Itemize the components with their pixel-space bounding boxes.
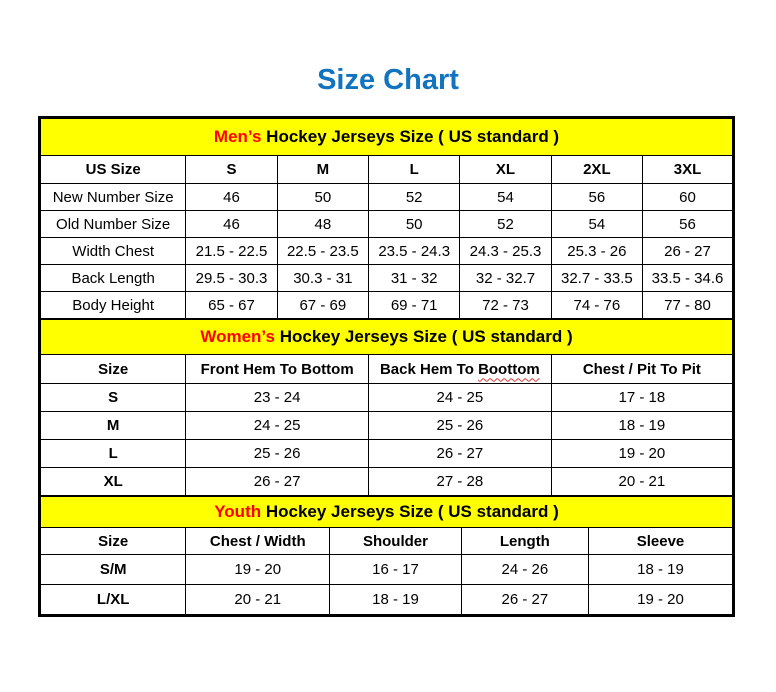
table-row xyxy=(41,184,733,211)
value-cell: 26 - 27 xyxy=(186,468,369,496)
table-row xyxy=(41,265,733,292)
value-cell: 21.5 - 22.5 xyxy=(186,238,277,265)
mens-size-table xyxy=(40,118,733,319)
value-cell: 20 - 21 xyxy=(186,585,330,615)
value-cell: 32.7 - 33.5 xyxy=(551,265,642,292)
column-header: US Size xyxy=(41,156,186,184)
youth-size-table xyxy=(40,496,733,615)
value-cell: 24 - 26 xyxy=(461,555,588,585)
value-cell: 26 - 27 xyxy=(643,238,733,265)
value-cell: 67 - 69 xyxy=(277,292,368,319)
value-cell: 19 - 20 xyxy=(186,555,330,585)
value-cell: 50 xyxy=(277,184,368,211)
table-row xyxy=(41,211,733,238)
value-cell: 65 - 67 xyxy=(186,292,277,319)
size-tables xyxy=(38,116,735,617)
womens-section-title-highlight: Women’s xyxy=(200,327,275,346)
column-header: Front Hem To Bottom xyxy=(186,355,369,384)
value-cell: 16 - 17 xyxy=(330,555,461,585)
mens-header-row xyxy=(41,156,733,184)
value-cell: 29.5 - 30.3 xyxy=(186,265,277,292)
value-cell: 19 - 20 xyxy=(551,440,732,468)
column-header: XL xyxy=(460,156,551,184)
value-cell: 56 xyxy=(643,211,733,238)
value-cell: 46 xyxy=(186,211,277,238)
row-label: XL xyxy=(41,468,186,496)
row-label: Back Length xyxy=(41,265,186,292)
value-cell: 18 - 19 xyxy=(589,555,733,585)
value-cell: 24 - 25 xyxy=(369,384,552,412)
value-cell: 52 xyxy=(369,184,460,211)
table-row xyxy=(41,292,733,319)
row-label: M xyxy=(41,412,186,440)
value-cell: 46 xyxy=(186,184,277,211)
value-cell: 60 xyxy=(643,184,733,211)
value-cell: 24 - 25 xyxy=(186,412,369,440)
row-label: Body Height xyxy=(41,292,186,319)
column-header: Chest / Width xyxy=(186,528,330,555)
value-cell: 69 - 71 xyxy=(369,292,460,319)
row-label: Width Chest xyxy=(41,238,186,265)
value-cell: 77 - 80 xyxy=(643,292,733,319)
value-cell: 48 xyxy=(277,211,368,238)
column-header: Length xyxy=(461,528,588,555)
mens-section-title: Men’s Hockey Jerseys Size ( US standard ) xyxy=(41,119,733,156)
value-cell: 25 - 26 xyxy=(186,440,369,468)
column-header: 2XL xyxy=(551,156,642,184)
value-cell: 25.3 - 26 xyxy=(551,238,642,265)
value-cell: 18 - 19 xyxy=(330,585,461,615)
womens-size-table xyxy=(40,319,733,496)
value-cell: 24.3 - 25.3 xyxy=(460,238,551,265)
womens-section-title: Women’s Hockey Jerseys Size ( US standard ) xyxy=(41,320,733,355)
table-row xyxy=(41,585,733,615)
column-header: 3XL xyxy=(643,156,733,184)
youth-section-title-highlight: Youth xyxy=(214,502,262,521)
value-cell: 54 xyxy=(551,211,642,238)
table-row xyxy=(41,384,733,412)
column-header: Size xyxy=(41,355,186,384)
value-cell: 20 - 21 xyxy=(551,468,732,496)
value-cell: 31 - 32 xyxy=(369,265,460,292)
table-row xyxy=(41,412,733,440)
value-cell: 32 - 32.7 xyxy=(460,265,551,292)
table-row xyxy=(41,440,733,468)
womens-band-row xyxy=(41,320,733,355)
value-cell: 26 - 27 xyxy=(369,440,552,468)
column-header: Chest / Pit To Pit xyxy=(551,355,732,384)
column-header: Shoulder xyxy=(330,528,461,555)
column-header: Size xyxy=(41,528,186,555)
value-cell: 17 - 18 xyxy=(551,384,732,412)
value-cell: 74 - 76 xyxy=(551,292,642,319)
value-cell: 27 - 28 xyxy=(369,468,552,496)
value-cell: 19 - 20 xyxy=(589,585,733,615)
value-cell: 22.5 - 23.5 xyxy=(277,238,368,265)
row-label: S/M xyxy=(41,555,186,585)
column-header: Back Hem To Boottom xyxy=(369,355,552,384)
value-cell: 23.5 - 24.3 xyxy=(369,238,460,265)
value-cell: 26 - 27 xyxy=(461,585,588,615)
value-cell: 52 xyxy=(460,211,551,238)
column-header: S xyxy=(186,156,277,184)
youth-section-title: Youth Hockey Jerseys Size ( US standard ) xyxy=(41,497,733,528)
youth-band-row xyxy=(41,497,733,528)
row-label: New Number Size xyxy=(41,184,186,211)
mens-band-row xyxy=(41,119,733,156)
row-label: L/XL xyxy=(41,585,186,615)
value-cell: 72 - 73 xyxy=(460,292,551,319)
column-header: M xyxy=(277,156,368,184)
value-cell: 33.5 - 34.6 xyxy=(643,265,733,292)
value-cell: 23 - 24 xyxy=(186,384,369,412)
table-row xyxy=(41,468,733,496)
table-row xyxy=(41,238,733,265)
value-cell: 50 xyxy=(369,211,460,238)
row-label: L xyxy=(41,440,186,468)
misspelled-word: Boottom xyxy=(478,360,540,378)
row-label: S xyxy=(41,384,186,412)
value-cell: 54 xyxy=(460,184,551,211)
youth-header-row xyxy=(41,528,733,555)
row-label: Old Number Size xyxy=(41,211,186,238)
column-header: L xyxy=(369,156,460,184)
value-cell: 30.3 - 31 xyxy=(277,265,368,292)
value-cell: 56 xyxy=(551,184,642,211)
table-row xyxy=(41,555,733,585)
value-cell: 25 - 26 xyxy=(369,412,552,440)
page-title: Size Chart xyxy=(317,64,459,96)
womens-header-row xyxy=(41,355,733,384)
value-cell: 18 - 19 xyxy=(551,412,732,440)
mens-section-title-highlight: Men’s xyxy=(213,127,262,146)
column-header: Sleeve xyxy=(589,528,733,555)
